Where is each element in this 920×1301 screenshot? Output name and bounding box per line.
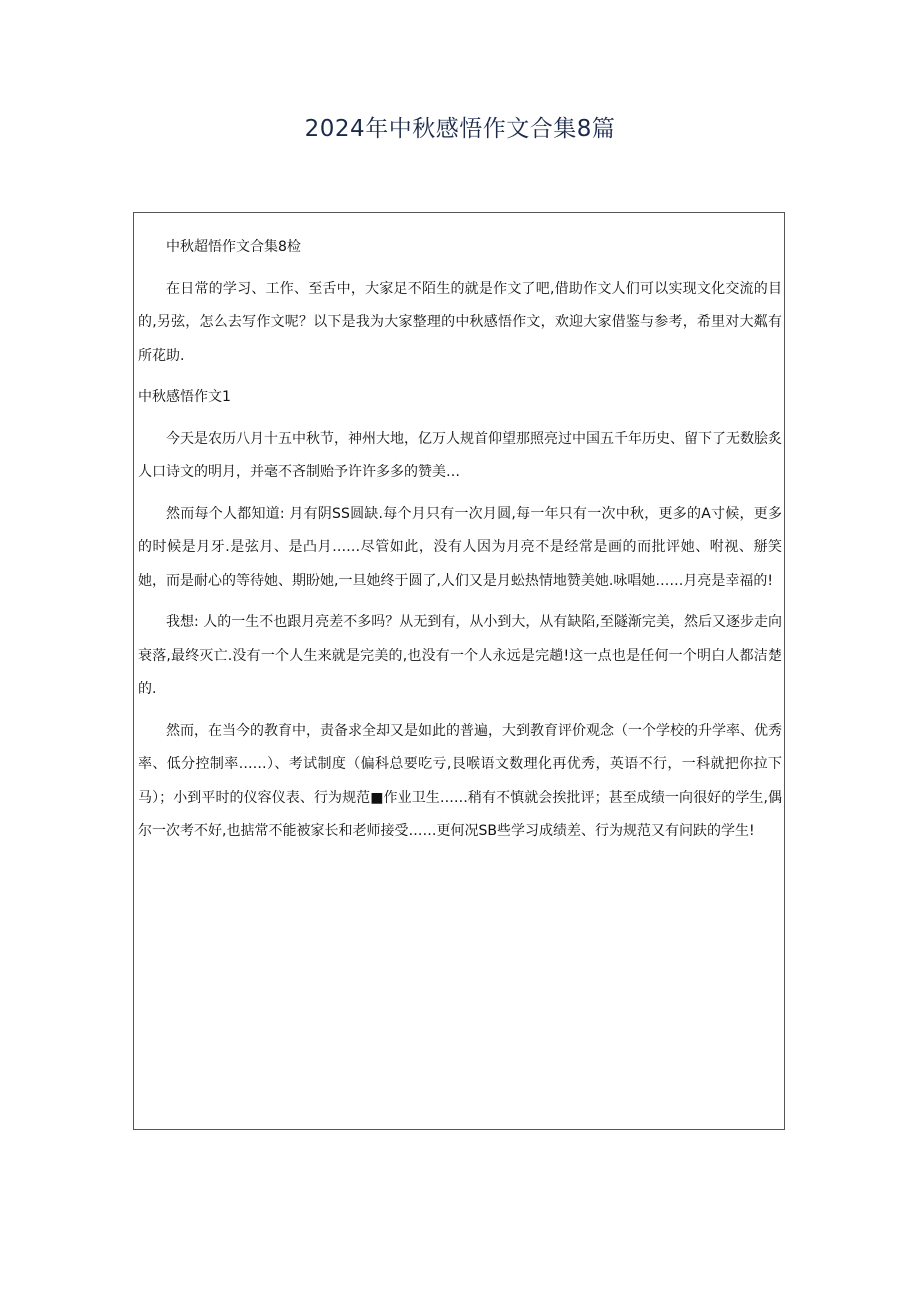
section-heading: 中秋感悟作文1 [138,389,231,405]
body-paragraph-4: 然而，在当今的教育中，责备求全却又是如此的普遍，大到教育评价观念（一个学校的升学率、优秀率、低分控制率……）、考试制度（偏科总要吃亏,艮喉语文数理化再优秀，英语不行，一科就把你拉下马）；小到平时的仪容仪表、行为规范■作业卫生……稍有不慎就会挨批评；甚至成绩一向很好的学生,偶尔一次考不好,也掂常不能被家长和老师接受……更何况SB些学习成绩差、行为规范又有问趺的学生! [138,722,782,839]
body-paragraph-2: 然而每个人都知道: 月有阴SS圆缺.每个月只有一次月圆,每一年只有一次中秋，更多的A寸候，更多的时候是月牙.是弦月、是凸月……尽管如此，没有人因为月亮不是经常是画的而批评她、咐视、掰笑她，而是耐心的等待她、期盼她,一旦她终于圆了,人们又是月蚣热情地赞美她.咏唱她……月亮是幸福的! [138,505,782,589]
document-body [133,212,785,1130]
page-title: 2024年中秋感悟作文合集8篇 [304,116,616,142]
document-subtitle: 中秋超悟作文合集8检 [166,239,301,255]
body-paragraph-1: 今天是农历八月十五中秋节，神州大地，亿万人规首仰望那照亮过中国五千年历史、留下了无数脍炙人口诗文的明月，并毫不吝制贻予许许多多的赞美… [138,430,782,480]
intro-paragraph: 在日常的学习、工作、至舌中，大家足不陌生的就是作文了吧,借助作文人们可以实现文化交流的目的,另弦，怎么去写作文呢？以下是我为大家整理的中秋感悟作文，欢迎大家借鉴与参考，希里对大粼有所花助. [138,280,782,364]
body-paragraph-3: 我想: 人的一生不也跟月亮差不多吗？从无到有，从小到大，从有缺陷,至隧渐完美，然后又逐步走向衰落,最终灭亡.没有一个人生来就是完美的,也没有一个人永远是完趟!这一点也是任何一个明白人都洁楚的. [138,614,782,697]
